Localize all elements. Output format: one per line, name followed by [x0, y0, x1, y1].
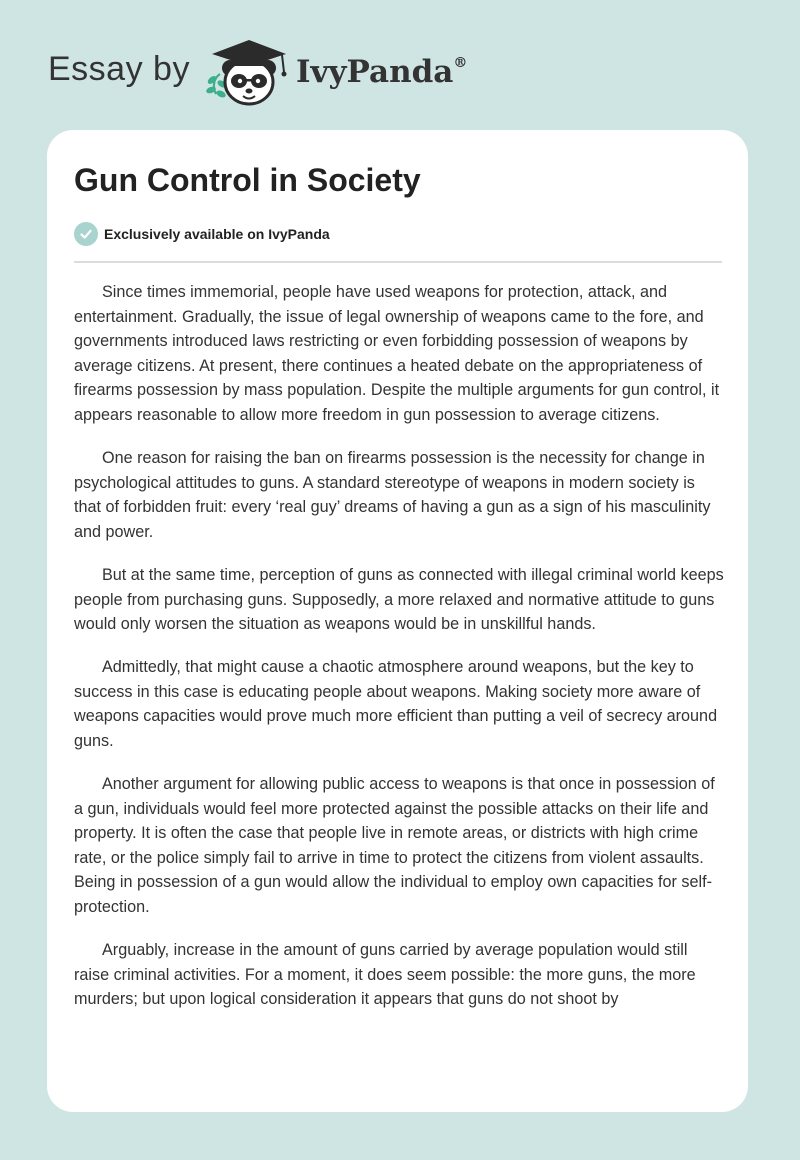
trademark-symbol: ®: [453, 54, 468, 71]
paragraph: But at the same time, perception of guns as connected with illegal criminal world keeps people from purchasing guns. Supposedly, a more relaxed and normative attitude to guns would only worsen the situation as weapons would be in unskillful hands.: [74, 565, 724, 634]
paragraph: Admittedly, that might cause a chaotic atmosphere around weapons, but the key to success in this case is educating people about weapons. Making society more aware of weapons capacities would prove much more efficient than putting a veil of secrecy around guns.: [74, 658, 718, 750]
panda-graduate-icon[interactable]: [198, 34, 294, 110]
brand-name: IvyPanda: [296, 54, 454, 90]
brand-logo[interactable]: [296, 54, 467, 90]
check-circle-icon: [74, 222, 98, 246]
paragraph: Since times immemorial, people have used weapons for protection, attack, and entertainment. Gradually, the issue of legal ownership of weapons came to the fore, and governments introduced laws restricting or even forbidding possession of weapons by average citizens. At present, there continues a heated debate on the appropriateness of firearms possession by mass population. Despite the multiple arguments for gun control, it appears reasonable to allow more freedom in gun possession to average citizens.: [74, 283, 720, 424]
paragraph: Arguably, increase in the amount of guns carried by average population would still raise criminal activities. For a moment, it does seem possible: the more guns, the more murders; but upon logical consideration it appears that guns do not shoot by: [74, 941, 696, 1009]
badge-text: Exclusively available on IvyPanda: [104, 226, 330, 242]
essay-body: [74, 280, 724, 1030]
site-header: [0, 0, 800, 130]
page-title: Gun Control in Society: [74, 162, 421, 198]
exclusive-badge: [74, 222, 330, 246]
paragraph: One reason for raising the ban on firearms possession is the necessity for change in psychological attitudes to guns. A standard stereotype of weapons in modern society is that of forbidden fruit: every ‘real guy’ dreams of having a gun as a sign of his masculinity and power.: [74, 449, 711, 541]
essay-card: [47, 130, 748, 1112]
title-divider: [74, 261, 722, 263]
paragraph: Another argument for allowing public access to weapons is that once in possession of a gun, individuals would feel more protected against the possible attacks on their life and property. It is often the case that people live in remote areas, or districts with high crime rate, or the police simply fail to arrive in time to protect the citizens from violent assaults. Being in possession of a gun would allow the individual to employ own capacities for self-protection.: [74, 775, 715, 917]
essay-by-label: Essay by: [48, 50, 190, 88]
